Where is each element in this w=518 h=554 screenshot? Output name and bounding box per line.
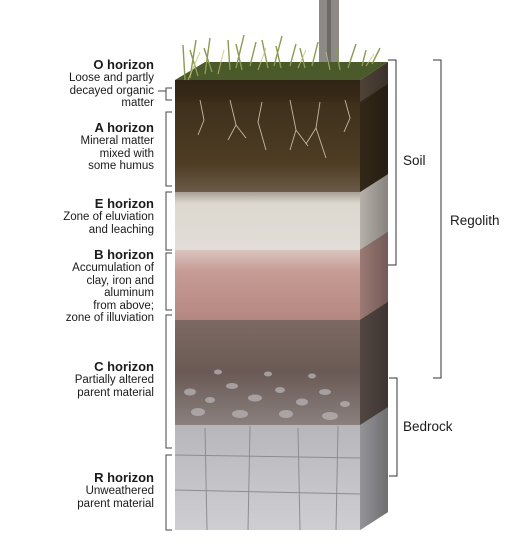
horizon-description-line: Unweathered: [85, 485, 154, 497]
r-horizon-layer: [175, 425, 360, 530]
horizon-title: E horizon: [94, 196, 154, 211]
horizon-description-line: Mineral matter: [80, 135, 154, 147]
horizon-description-line: and leaching: [88, 223, 154, 236]
horizon-label-r: [4, 471, 154, 510]
region-brackets: [388, 60, 441, 476]
horizon-label-e: [4, 197, 154, 236]
horizon-description-line: aluminum: [104, 287, 154, 300]
horizon-brackets: [158, 88, 172, 530]
horizon-label-a: [4, 121, 154, 173]
horizon-description-line: from above;: [93, 299, 154, 312]
horizon-label-b: [4, 248, 154, 325]
horizon-title: A horizon: [94, 120, 154, 135]
soil-bracket: [388, 60, 396, 265]
horizon-description-line: Partially altered: [74, 374, 154, 386]
horizon-title: R horizon: [94, 470, 154, 485]
horizon-label-o: [4, 58, 154, 110]
b-horizon-layer: [175, 250, 360, 320]
regolith-bracket: [433, 60, 441, 378]
horizon-title: C horizon: [94, 359, 154, 374]
horizon-description-line: zone of illuviation: [65, 312, 154, 325]
e-horizon-layer: [175, 192, 360, 250]
soil-label: Soil: [403, 153, 426, 168]
horizon-description-line: clay, iron and: [86, 274, 154, 287]
horizon-description-line: decayed organic: [69, 84, 154, 97]
horizon-title: B horizon: [94, 247, 154, 262]
bedrock-bracket: [389, 378, 397, 476]
horizon-description-line: Zone of eluviation: [63, 211, 154, 223]
horizon-description-line: Loose and partly: [68, 72, 154, 84]
regolith-label: Regolith: [450, 213, 500, 228]
horizon-description-line: some humus: [88, 160, 154, 173]
horizon-description-line: parent material: [77, 386, 154, 399]
o-horizon-layer: [175, 80, 360, 102]
horizon-description-line: matter: [121, 97, 154, 110]
horizon-label-c: [4, 360, 154, 399]
horizon-description-line: Accumulation of: [72, 262, 154, 274]
horizon-title: O horizon: [93, 57, 154, 72]
horizon-description-line: parent material: [77, 497, 154, 510]
bedrock-label: Bedrock: [403, 419, 453, 434]
horizon-description-line: mixed with: [99, 147, 154, 160]
